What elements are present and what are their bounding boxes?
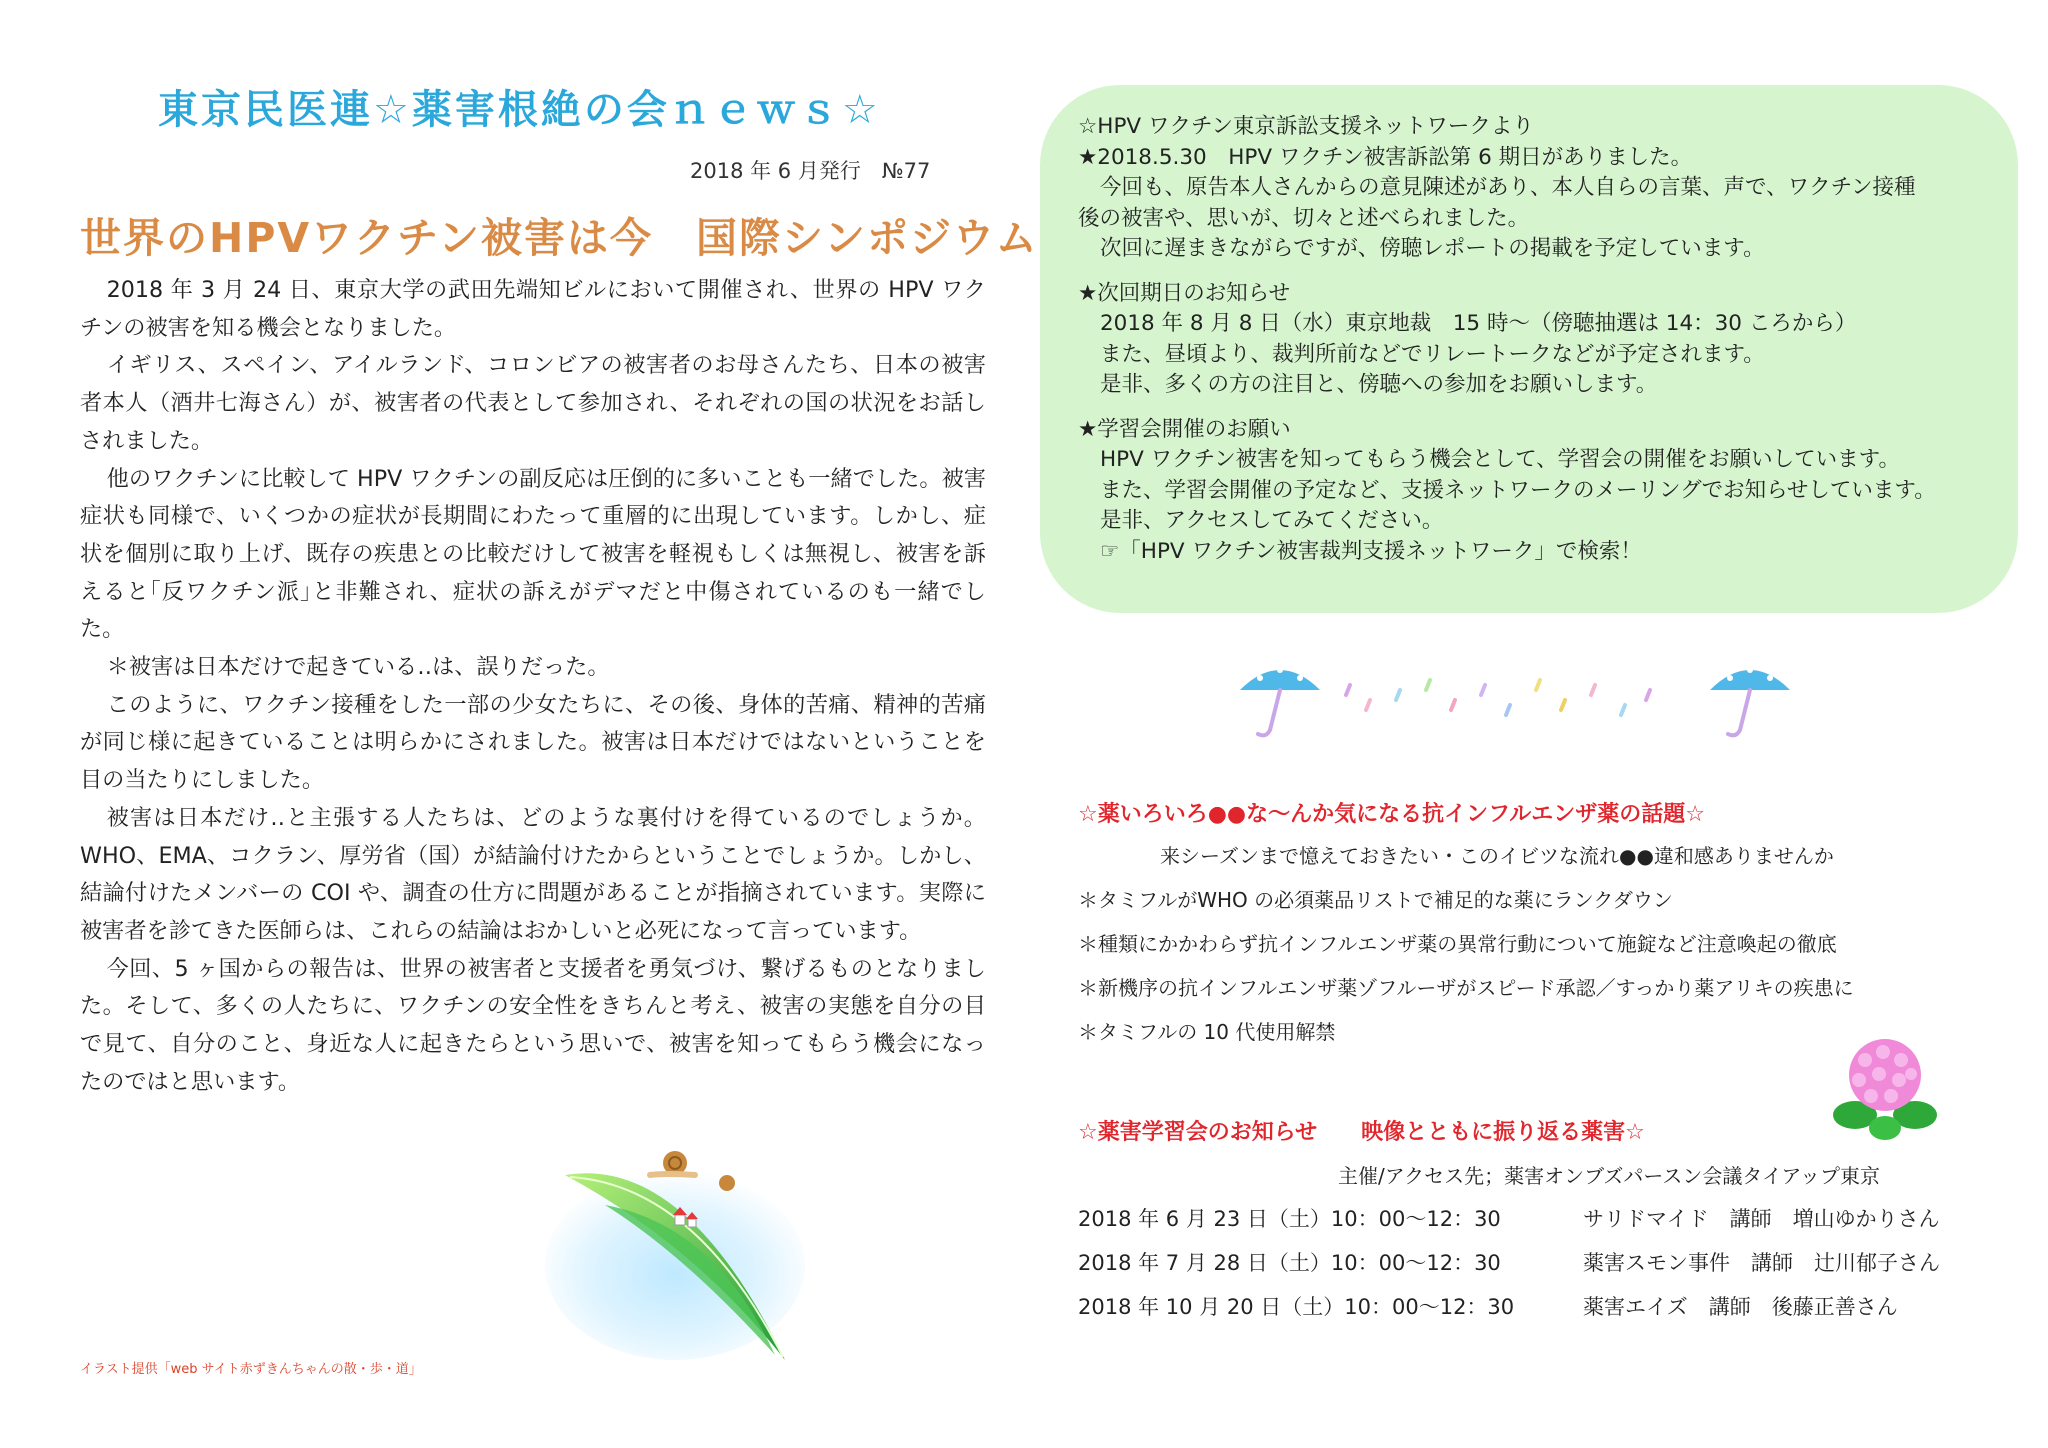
- study-session: [1078, 1247, 1940, 1277]
- drug-topics-subheading: 来シーズンまで憶えておきたい・このイビツな流れ●●違和感ありませんか: [1160, 844, 1834, 868]
- section-line: 2018 年 8 月 8 日（水）東京地裁 15 時～（傍聴抽選は 14：30 ころから）: [1100, 311, 1857, 336]
- drug-topic-item: ＊種類にかかわらず抗インフルエンザ薬の異常行動について施錠など注意喚起の徹底: [1078, 932, 1837, 956]
- session-date: 2018 年 6 月 23 日（土）10：00～12：30: [1078, 1207, 1501, 1231]
- hydrangea-icon: [1825, 1030, 1945, 1145]
- session-topic: サリドマイド 講師 増山ゆかりさん: [1583, 1207, 1940, 1231]
- section-line: 後の被害や、思いが、切々と述べられました。: [1078, 205, 1530, 231]
- section-line: 今回も、原告本人さんからの意見陳述があり、本人自らの言葉、声で、ワクチン接種: [1100, 175, 1916, 200]
- article-paragraph: このように、ワクチン接種をした一部の少女たちに、その後、身体的苦痛、精神的苦痛が同じ様に起きていることは明らかにされました。被害は日本だけではないということを目の当たりにしました。: [80, 691, 986, 794]
- article-paragraph: 今回、5 ヶ国からの報告は、世界の被害者と支援者を勇気づけ、繋げるものとなりました。そして、多くの人たちに、ワクチンの安全性をきちんと考え、被害の実態を自分の目で見て、自分のこと、身近な人に起きたらという思いで、被害を知ってもらう機会になったのではと思います。: [80, 955, 986, 1095]
- section-line: 是非、多くの方の注目と、傍聴への参加をお願いします。: [1100, 372, 1658, 397]
- umbrella-rain-decoration: [1240, 650, 1800, 740]
- section-line: また、学習会開催の予定など、支援ネットワークのメーリングでお知らせしています。: [1100, 477, 1936, 503]
- article-paragraph: イギリス、スペイン、アイルランド、コロンビアの被害者のお母さんたち、日本の被害者本人（酒井七海さん）が、被害者の代表として参加され、それぞれの国の状況をお話しされました。: [80, 352, 986, 454]
- article-paragraph: 他のワクチンに比較して HPV ワクチンの副反応は圧倒的に多いことも一緒でした。被害症状も同様で、いくつかの症状が長期間にわたって重層的に出現しています。しかし、症状を個別に取り上げ、既存の疾患との比較だけして被害を軽視もしくは無視し、被害を訴えると｢反ワクチン派｣と非難され、症状の訴えがデマだと中傷されているのも一緒でした。: [80, 465, 986, 643]
- umbrella-icon: [1240, 667, 1320, 735]
- section-line: また、昼頃より、裁判所前などでリレートークなどが予定されます。: [1100, 341, 1765, 367]
- umbrella-icon: [1710, 667, 1790, 735]
- newsletter-title: 東京民医連☆薬害根絶の会ｎｅｗｓ☆: [158, 87, 881, 133]
- article-headline: 世界のHPVワクチン被害は今 国際シンポジウム: [80, 214, 1039, 262]
- section-title: ★2018.5.30 HPV ワクチン被害訴訟第 6 期日がありました。: [1078, 144, 1693, 170]
- snail-leaf-illustration: [545, 1135, 845, 1365]
- drug-topic-item: ＊タミフルがWHO の必須薬品リストで補足的な薬にランクダウン: [1078, 888, 1673, 912]
- network-heading: ☆HPV ワクチン東京訴訟支援ネットワークより: [1078, 114, 1534, 139]
- study-group-heading: ☆薬害学習会のお知らせ 映像とともに振り返る薬害☆: [1078, 1120, 1645, 1145]
- issue-info: 2018 年 6 月発行 №77: [690, 159, 931, 183]
- section-line: ☞「HPV ワクチン被害裁判支援ネットワーク」で検索！: [1100, 538, 1642, 564]
- session-date: 2018 年 10 月 20 日（土）10：00～12：30: [1078, 1295, 1515, 1319]
- section-line: 是非、アクセスしてみてください。: [1100, 508, 1444, 533]
- session-topic: 薬害エイズ 講師 後藤正善さん: [1583, 1295, 1898, 1319]
- study-group-sponsor: 主催/アクセス先；薬害オンブズパースン会議タイアップ東京: [1338, 1164, 1880, 1188]
- section-line: 次回に遅まきながらですが、傍聴レポートの掲載を予定しています。: [1100, 236, 1765, 261]
- drug-topic-item: ＊タミフルの 10 代使用解禁: [1078, 1020, 1336, 1044]
- drug-topic-item: ＊新機序の抗インフルエンザ薬ゾフルーザがスピード承認／すっかり薬アリキの疾患に: [1078, 976, 1854, 1000]
- article-paragraph: ＊被害は日本だけで起きている‥は、誤りだった。: [106, 654, 610, 681]
- network-info-content: [1078, 112, 1998, 567]
- illustration-credit: イラスト提供「web サイト赤ずきんちゃんの散・歩・道」: [80, 1362, 422, 1377]
- study-session: [1078, 1203, 1940, 1233]
- article-paragraph: 2018 年 3 月 24 日、東京大学の武田先端知ビルにおいて開催され、世界の HPV ワクチンの被害を知る機会となりました。: [80, 277, 986, 341]
- article-paragraph: 被害は日本だけ‥と主張する人たちは、どのような裏付けを得ているのでしょうか。WHO、EMA、コクラン、厚労省（国）が結論付けたからということでしょうか。しかし、結論付けたメンバーの COI や、調査の仕方に問題があることが指摘されています。実際に被害者を診てきた医師らは、これらの結論はおかしいと必死になって言っています。: [80, 804, 986, 944]
- study-session: [1078, 1291, 1898, 1321]
- section-title: ★次回期日のお知らせ: [1078, 280, 1291, 306]
- session-date: 2018 年 7 月 28 日（土）10：00～12：30: [1078, 1251, 1501, 1275]
- article-body: [80, 272, 986, 1101]
- section-line: HPV ワクチン被害を知ってもらう機会として、学習会の開催をお願いしています。: [1100, 447, 1900, 472]
- drug-topics-heading: ☆薬いろいろ●●な～んか気になる抗インフルエンザ薬の話題☆: [1078, 802, 1705, 827]
- session-topic: 薬害スモン事件 講師 辻川郁子さん: [1583, 1251, 1940, 1275]
- section-title: ★学習会開催のお願い: [1078, 416, 1291, 442]
